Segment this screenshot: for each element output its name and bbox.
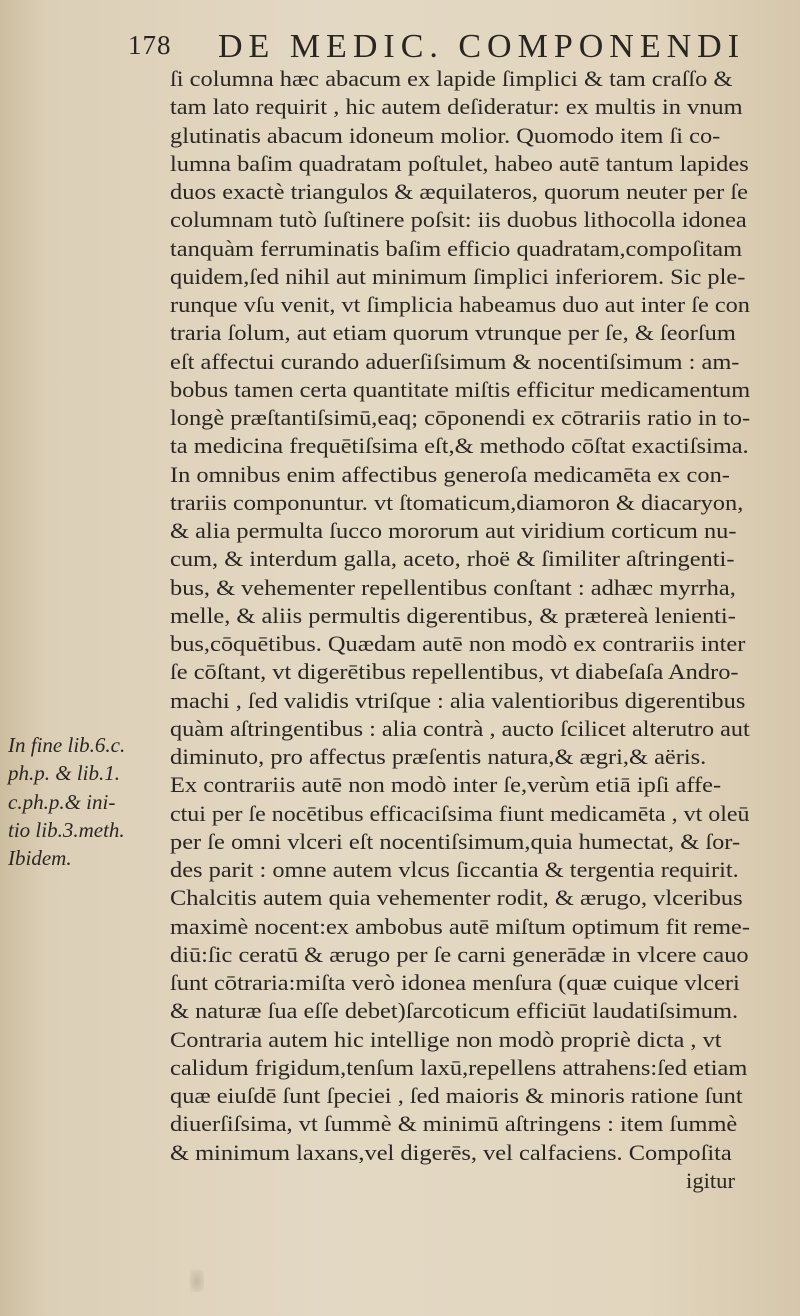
text-line: diū:ſic ceratū & ærugo per ſe carni generādæ in vlcere cauo (170, 941, 749, 967)
text-line: runque vſu venit, vt ſimplicia habeamus duo aut inter ſe con (170, 292, 750, 317)
text-line: ta medicina frequētiſsima eſt,& methodo cōſtat exactiſsima. (170, 433, 749, 459)
text-line: ſunt cōtraria:miſta verò idonea menſura (quæ cuique vlceri (170, 970, 740, 995)
paper-smudge (190, 1270, 204, 1292)
text-line: melle, & aliis permultis digerentibus, & prætereà lenienti- (170, 602, 736, 628)
text-line: ctui per ſe nocētibus efficaciſsima fiunt medicamēta , vt oleū (170, 800, 750, 826)
text-line: diuerſiſsima, vt ſummè & minimū aſtringens : item ſummè (170, 1111, 738, 1137)
text-line: traria ſolum, aut etiam quorum vtrunque per ſe, & ſeorſum (170, 320, 736, 346)
text-line: columnam tutò ſuſtinere poſsit: iis duobus lithocolla idonea (170, 207, 747, 233)
text-line: maximè nocent:ex ambobus autē miſtum optimum fit reme- (170, 913, 750, 939)
margin-note-line: c.ph.p.& ini- (8, 789, 116, 814)
text-line: & minimum laxans,vel digerēs, vel calfaciens. Compoſita (170, 1139, 732, 1165)
margin-note-line: ph.p. & lib.1. (8, 761, 121, 786)
text-line: tam lato requirit , hic autem deſideratur: ex multis in vnum (170, 94, 743, 120)
text-line: bus,cōquētibus. Quædam autē non modò ex contrariis inter (170, 631, 746, 656)
running-title: DE MEDIC. COMPONENDI (218, 28, 746, 65)
text-line: bus, & vehementer repellentibus conſtant : adhæc myrrha, (170, 574, 736, 600)
text-line: bobus tamen certa quantitate miſtis efficitur medicamentum (170, 376, 751, 402)
text-line: & naturæ ſua eſſe debet)ſarcoticum efficiūt laudatiſsimum. (170, 998, 739, 1024)
catchword: igitur (686, 1167, 735, 1193)
text-line: In omnibus enim affectibus generoſa medicamēta ex con- (170, 461, 730, 487)
margin-note (8, 731, 173, 872)
text-line: Chalcitis autem quia vehementer rodit, & ærugo, vlceribus (170, 885, 743, 911)
body-text (170, 65, 770, 1195)
text-line: quidem,ſed nihil aut minimum ſimplici inferiorem. Sic ple- (170, 263, 746, 289)
text-line: eſt affectui curando aduerſiſsimum & nocentiſsimum : am- (170, 348, 740, 374)
page-number: 178 (128, 30, 172, 60)
text-line: diminuto, pro affectus præſentis natura,& ægri,& aëris. (170, 744, 707, 769)
text-line: glutinatis abacum idoneum molior. Quomodo item ſi co- (170, 122, 721, 148)
text-line: quæ eiuſdē ſunt ſpeciei , ſed maioris & minoris ratione ſunt (170, 1083, 743, 1108)
text-line: per ſe omni vlceri eſt nocentiſsimum,quia humectat, & ſor- (170, 828, 741, 854)
text-line: quàm aſtringentibus : alia contrà , aucto ſcilicet alterutro aut (170, 715, 750, 741)
text-line: lumna baſim quadratam poſtulet, habeo autē tantum lapides (170, 150, 749, 176)
text-line: trariis componuntur. vt ſtomaticum,diamoron & diacaryon, (170, 489, 744, 515)
text-line: machi , ſed validis vtriſque : alia valentioribus digerentibus (170, 687, 746, 713)
page-header (120, 28, 760, 68)
text-line: ſi columna hæc abacum ex lapide ſimplici & tam craſſo & (170, 66, 733, 91)
text-line: des parit : omne autem vlcus ſiccantia & tergentia requirit. (170, 857, 739, 882)
text-line: Ex contrariis autē non modò inter ſe,verùm etiā ipſi affe- (170, 772, 722, 798)
text-line: tanquàm ferruminatis baſim efficio quadratam,compoſitam (170, 235, 743, 261)
margin-note-line: Ibidem. (8, 846, 72, 870)
text-line: Contraria autem hic intellige non modò propriè dicta , vt (170, 1026, 722, 1052)
text-line: cum, & interdum galla, aceto, rhoë & ſimiliter aſtringenti- (170, 546, 735, 572)
text-line: longè præſtantiſsimū,eaq; cōponendi ex cōtrariis ratio in to- (170, 405, 751, 430)
text-line: & alia permulta ſucco mororum aut viridium corticum nu- (170, 518, 737, 543)
text-line: ſe cōſtant, vt digerētibus repellentibus, vt diabeſaſa Andro- (170, 659, 739, 685)
text-line: calidum frigidum,tenſum laxū,repellens attrahens:ſed etiam (170, 1054, 748, 1080)
text-line: duos exactè triangulos & æquilateros, quorum neuter per ſe (170, 179, 749, 204)
margin-note-line: tio lib.3.meth. (8, 817, 125, 842)
margin-note-line: In fine lib.6.c. (8, 733, 126, 757)
